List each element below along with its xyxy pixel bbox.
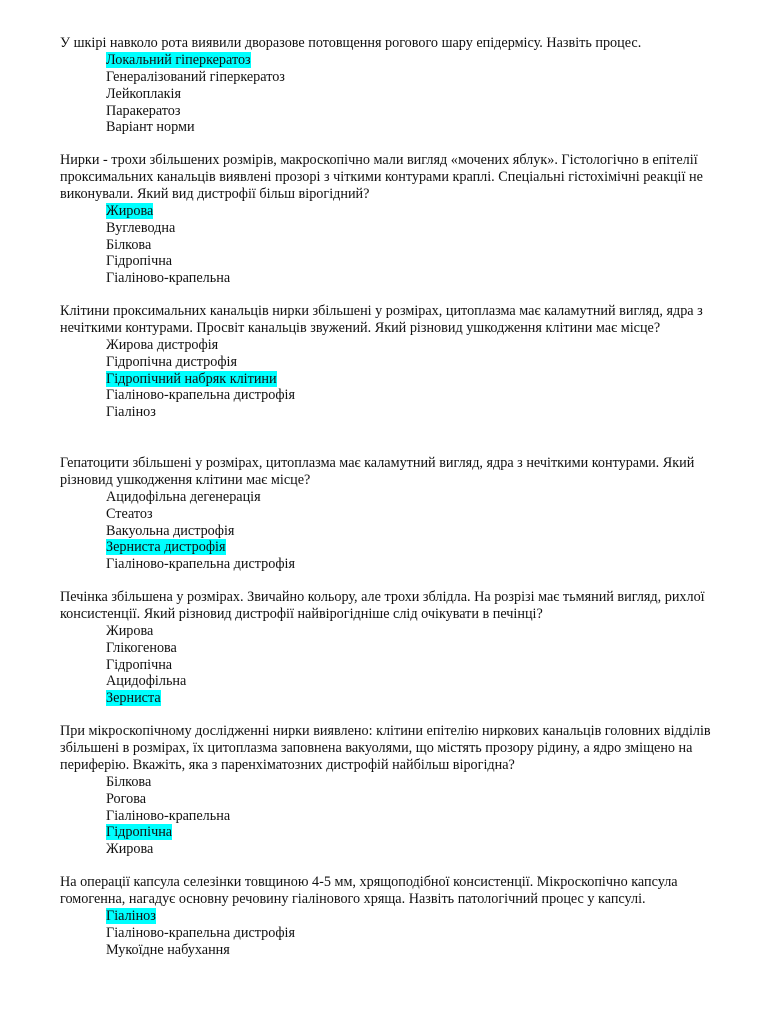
answer-options bbox=[60, 52, 728, 136]
answer-option: Глікогенова bbox=[106, 639, 177, 656]
answer-option: Рогова bbox=[106, 790, 146, 807]
highlighted-answer: Зерниста bbox=[106, 690, 161, 707]
answer-options bbox=[60, 774, 728, 858]
answer-options bbox=[60, 203, 728, 287]
answer-option: Гіаліново-крапельна bbox=[106, 270, 231, 287]
answer-option: Вуглеводна bbox=[106, 219, 176, 236]
question-2 bbox=[60, 152, 728, 287]
highlighted-answer: Локальний гіперкератоз bbox=[106, 51, 251, 68]
answer-option: Білкова bbox=[106, 773, 152, 790]
question-3 bbox=[60, 303, 728, 421]
question-6 bbox=[60, 723, 728, 858]
answer-option bbox=[106, 539, 728, 556]
answer-option: Ацидофільна дегенерація bbox=[106, 488, 261, 505]
answer-option bbox=[106, 690, 728, 707]
highlighted-answer: Зерниста дистрофія bbox=[106, 539, 226, 556]
question-stem: На операції капсула селезінки товщиною 4-5 мм, хрящоподібної консистенції. Мікроскопічно капсула гомогенна, нагадує основну речовину гіалінового хряща. Назвіть патологічний процес у капсулі. bbox=[60, 874, 678, 907]
highlighted-answer: Жирова bbox=[106, 202, 154, 219]
answer-option: Гіаліново-крапельна bbox=[106, 807, 231, 824]
answer-options bbox=[60, 623, 728, 707]
answer-option: Мукоїдне набухання bbox=[106, 941, 230, 958]
answer-options bbox=[60, 908, 728, 959]
question-stem: При мікроскопічному дослідженні нирки виявлено: клітини епітелію ниркових канальців головних відділів збільшені в розмірах, їх цитоплазма заповнена вакуолями, що містять прозору рідину, а ядро зміщено на периферію. Вкажіть, яка з паренхіматозних дистрофій найбільш вірогідна? bbox=[60, 723, 711, 773]
question-4 bbox=[60, 455, 728, 573]
answer-option: Вакуольна дистрофія bbox=[106, 522, 235, 539]
answer-option: Білкова bbox=[106, 236, 152, 253]
answer-option: Гідропічна bbox=[106, 253, 173, 270]
answer-option: Гіаліново-крапельна дистрофія bbox=[106, 556, 295, 573]
answer-option: Ацидофільна bbox=[106, 673, 187, 690]
answer-option bbox=[106, 371, 728, 388]
answer-option: Гіаліново-крапельна дистрофія bbox=[106, 387, 295, 404]
answer-option: Жирова дистрофія bbox=[106, 336, 219, 353]
answer-options bbox=[60, 489, 728, 573]
answer-option bbox=[106, 203, 728, 220]
answer-option bbox=[106, 824, 728, 841]
question-5 bbox=[60, 589, 728, 707]
highlighted-answer: Гідропічна bbox=[106, 824, 173, 841]
answer-option: Варіант норми bbox=[106, 119, 195, 136]
answer-option bbox=[106, 52, 728, 69]
question-stem: Гепатоцити збільшені у розмірах, цитоплазма має каламутний вигляд, ядра з нечіткими контурами. Який різновид ушкодження клітини має місце? bbox=[60, 455, 695, 488]
answer-option: Гіаліново-крапельна дистрофія bbox=[106, 924, 295, 941]
question-stem: Нирки - трохи збільшених розмірів, макроскопічно мали вигляд «мочених яблук». Гістологічно в епітелії проксимальних канальців виявлені прозорі з чіткими контурами краплі. Спеціальні гістохімічні реакції не виконували. Який вид дистрофії більш вірогідний? bbox=[60, 152, 703, 202]
answer-option: Гідропічна дистрофія bbox=[106, 353, 237, 370]
answer-option: Жирова bbox=[106, 622, 154, 639]
highlighted-answer: Гіаліноз bbox=[106, 907, 156, 924]
answer-options bbox=[60, 337, 728, 421]
answer-option: Паракератоз bbox=[106, 102, 181, 119]
answer-option: Гіаліноз bbox=[106, 404, 156, 421]
answer-option: Лейкоплакія bbox=[106, 85, 182, 102]
highlighted-answer: Гідропічний набряк клітини bbox=[106, 370, 277, 387]
answer-option: Жирова bbox=[106, 841, 154, 858]
question-stem: Печінка збільшена у розмірах. Звичайно кольору, але трохи зблідла. На розрізі має тьмяний вигляд, рихлої консистенції. Який різновид дистрофії найвірогідніше слід очікувати в печінці? bbox=[60, 589, 705, 622]
answer-option bbox=[106, 908, 728, 925]
question-stem: Клітини проксимальних канальців нирки збільшені у розмірах, цитоплазма має каламутний вигляд, ядра з нечіткими контурами. Просвіт канальців звужений. Який різновид ушкодження клітини має місце? bbox=[60, 303, 703, 336]
answer-option: Стеатоз bbox=[106, 505, 153, 522]
question-stem: У шкірі навколо рота виявили дворазове потовщення рогового шару епідермісу. Назвіть процес. bbox=[60, 35, 642, 51]
answer-option: Генералізований гіперкератоз bbox=[106, 68, 285, 85]
question-7 bbox=[60, 874, 728, 958]
question-1 bbox=[60, 35, 728, 136]
answer-option: Гідропічна bbox=[106, 656, 173, 673]
